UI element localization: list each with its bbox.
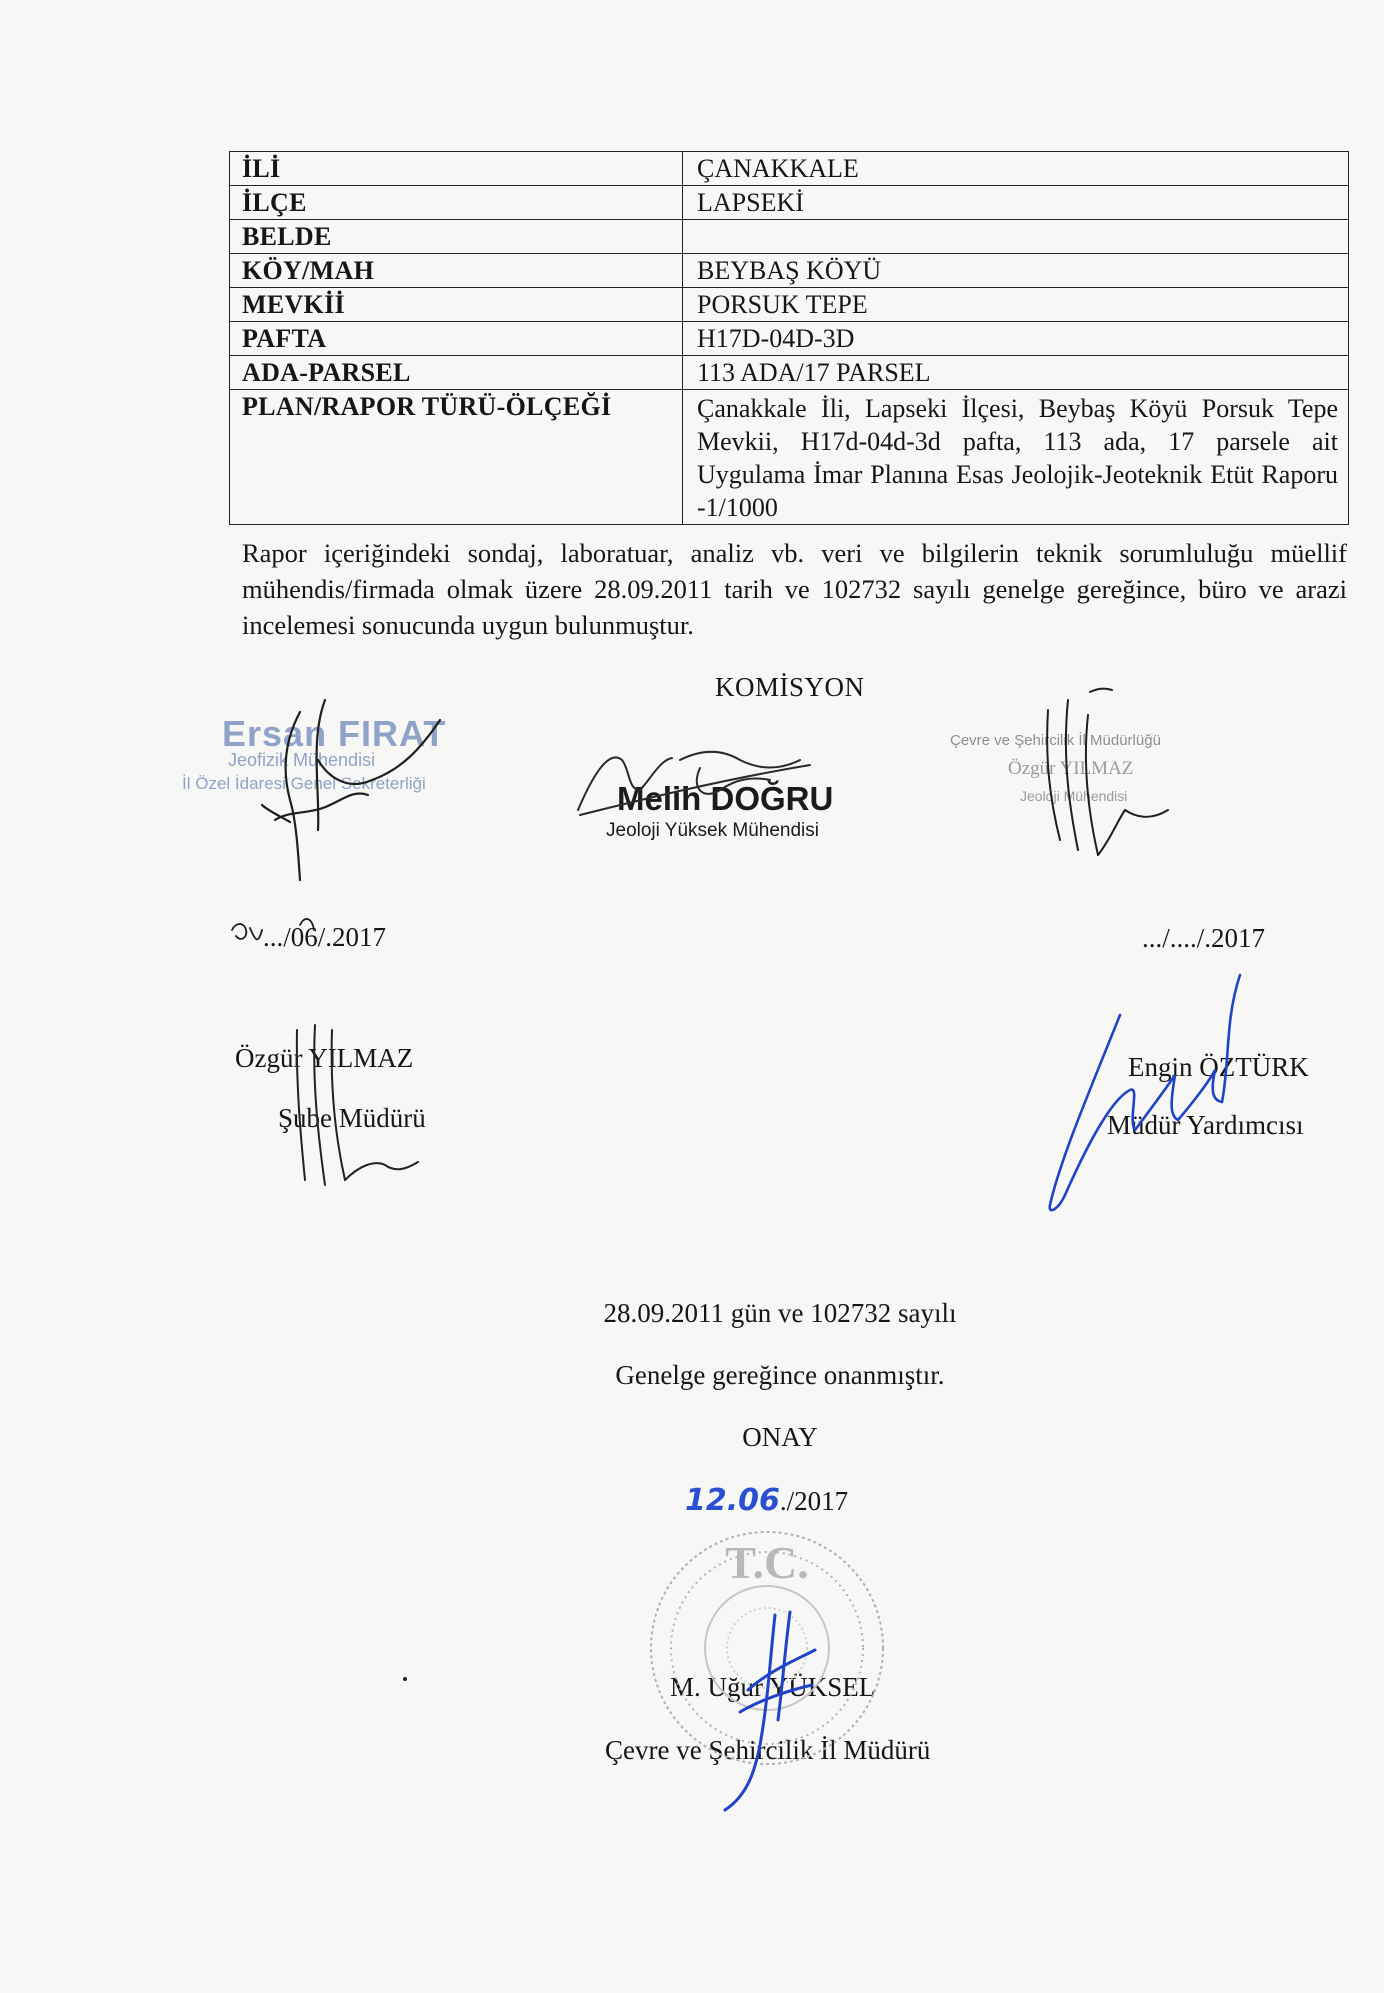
speck [403, 1677, 407, 1681]
approval-line-2: Genelge gereğince onanmıştır. [615, 1360, 945, 1390]
stamp-ersan-title: Jeofizik Mühendisi [228, 750, 376, 770]
stamp-ozgur-org: Çevre ve Şehircilik İl Müdürlüğü [950, 732, 1161, 749]
approval-date [685, 1483, 848, 1518]
row-key: İLÇE [230, 186, 683, 220]
seal-tc-text: T.C. [725, 1537, 809, 1588]
table-row [230, 186, 1349, 220]
stamp-ersan-name: Ersan FIRAT [222, 713, 447, 754]
commission-heading: KOMİSYON [715, 672, 865, 702]
table-row [230, 356, 1349, 390]
commission-date-right: .../..../.2017 [1142, 923, 1266, 953]
row-value: H17D-04D-3D [683, 322, 1349, 356]
signatory-right-title: Müdür Yardımcısı [1107, 1110, 1304, 1140]
table-row [230, 220, 1349, 254]
row-key: ADA-PARSEL [230, 356, 683, 390]
row-value: LAPSEKİ [683, 186, 1349, 220]
table-row [230, 288, 1349, 322]
row-key: BELDE [230, 220, 683, 254]
stamp-melih-title: Jeoloji Yüksek Mühendisi [606, 820, 819, 841]
yuksel-signature-icon [725, 1612, 815, 1810]
row-key: İLİ [230, 152, 683, 186]
parcel-info-table [229, 151, 1349, 525]
approval-date-handwritten: 12.06 [685, 1483, 780, 1518]
row-value: ÇANAKKALE [683, 152, 1349, 186]
official-title: Çevre ve Şehircilik İl Müdürü [605, 1735, 931, 1765]
signatory-left-title: Şube Müdürü [278, 1103, 426, 1133]
row-key: PLAN/RAPOR TÜRÜ-ÖLÇEĞİ [230, 390, 683, 525]
table-row [230, 322, 1349, 356]
table-row [230, 152, 1349, 186]
approval-heading: ONAY [742, 1422, 818, 1452]
stamp-ersan-org: İl Özel İdaresi Genel Sekreterliği [182, 774, 426, 793]
row-value: BEYBAŞ KÖYÜ [683, 254, 1349, 288]
row-value: 113 ADA/17 PARSEL [683, 356, 1349, 390]
table-row [230, 254, 1349, 288]
row-value: PORSUK TEPE [683, 288, 1349, 322]
approval-line-1: 28.09.2011 gün ve 102732 sayılı [603, 1298, 957, 1328]
stamp-melih-name: Melih DOĞRU [617, 780, 834, 817]
row-value [683, 220, 1349, 254]
table-row [230, 390, 1349, 525]
signatory-left-name: Özgür YILMAZ [235, 1043, 414, 1073]
row-key: PAFTA [230, 322, 683, 356]
official-name: M. Uğur YÜKSEL [670, 1672, 876, 1702]
commission-date-left: .../06/.2017 [263, 922, 387, 952]
report-statement: Rapor içeriğindeki sondaj, laboratuar, analiz vb. veri ve bilgilerin teknik sorumluluğu müellif mühendis/firmada olmak üzere 28.09.2011 tarih ve 102732 sayılı genelge gereğince, büro ve arazi incelemesi sonucunda uygun bulunmuştur. [242, 538, 1347, 640]
row-key: MEVKİİ [230, 288, 683, 322]
row-value: Çanakkale İli, Lapseki İlçesi, Beybaş Köyü Porsuk Tepe Mevkii, H17d-04d-3d pafta, 113 ada, 17 parsele ait Uygulama İmar Planına Esas Jeolojik-Jeoteknik Etüt Raporu -1/1000 [683, 390, 1349, 525]
approval-date-printed: ./2017 [779, 1486, 849, 1516]
stamp-ozgur-name: Özgür YILMAZ [1008, 758, 1134, 779]
signatory-right-name: Engin ÖZTÜRK [1128, 1052, 1309, 1082]
engin-signature-icon [1050, 975, 1240, 1210]
row-key: KÖY/MAH [230, 254, 683, 288]
official-seal-icon [651, 1532, 883, 1764]
stamp-ozgur-title: Jeoloji Mühendisi [1020, 788, 1128, 804]
